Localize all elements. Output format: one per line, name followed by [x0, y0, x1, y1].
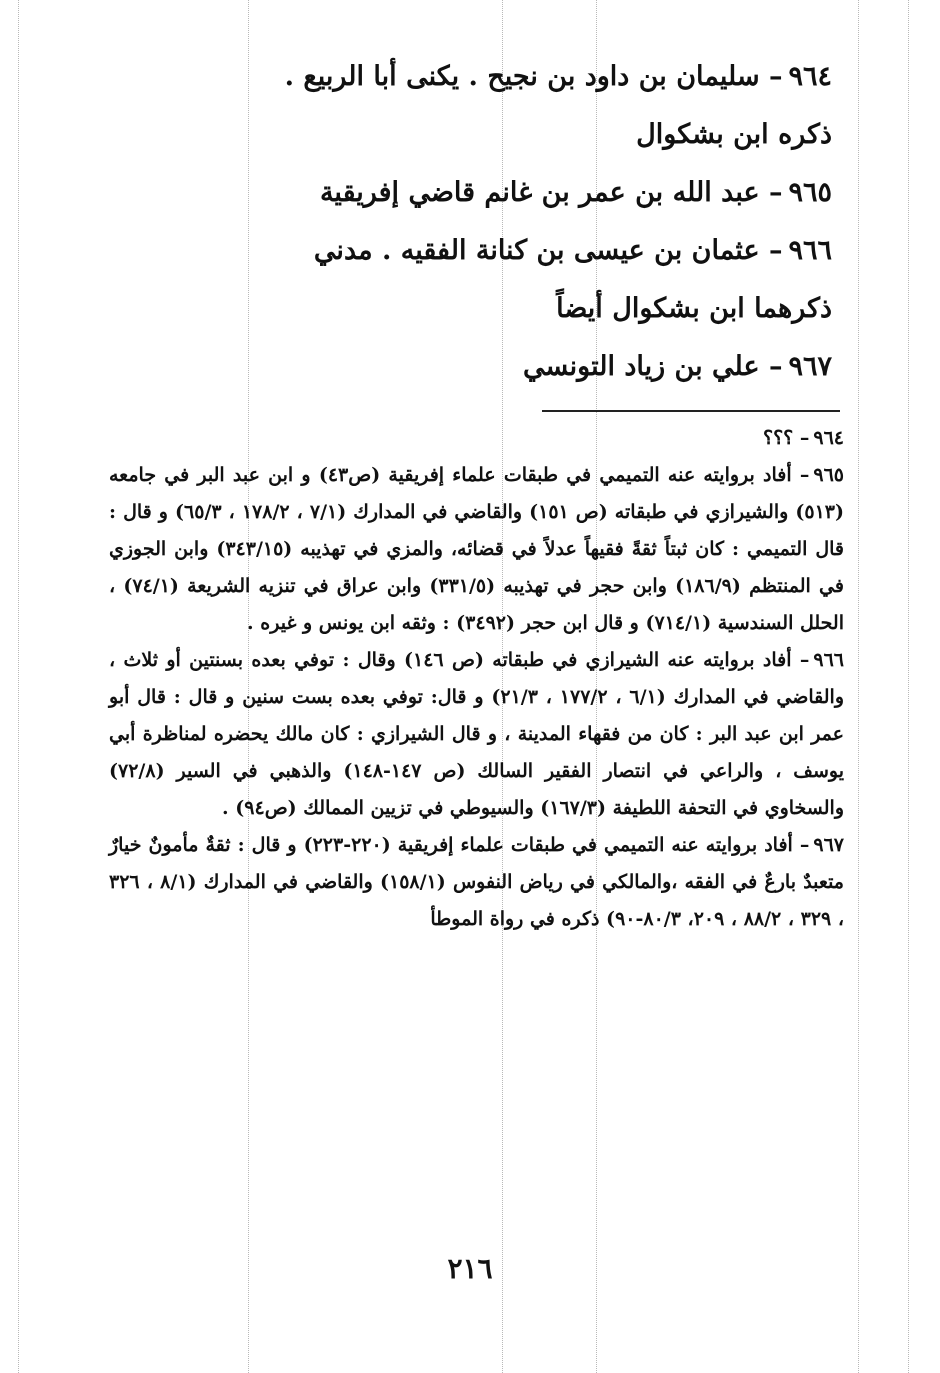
footnote-964 [109, 420, 844, 457]
scan-line [858, 0, 859, 1373]
entry-number: ٩٦٧ [788, 351, 832, 382]
footnote-965 [109, 457, 844, 642]
entry-965 [232, 164, 832, 222]
footnote-dash: – [791, 464, 810, 486]
entry-dash: – [759, 351, 783, 382]
entry-966-source [232, 280, 832, 338]
footnote-number: ٩٦٧ [813, 834, 845, 856]
footnotes [109, 420, 844, 938]
footnote-967 [109, 827, 844, 938]
footnote-text: ؟؟؟ [762, 427, 794, 449]
entry-dash: – [759, 177, 783, 208]
entry-964 [232, 48, 832, 106]
footnote-number: ٩٦٥ [813, 464, 844, 486]
entry-text: علي بن زياد التونسي [523, 351, 760, 382]
entry-number: ٩٦٦ [788, 235, 832, 266]
footnote-text: أفاد بروايته عنه التميمي في طبقات علماء إفريقية (ص٤٣) و ابن عبد البر في جامعه (٥١٣) والشيرازي في طبقاته (ص ١٥١) والقاضي في المدارك (٧/١ ، ١٧٨/٢ ، ٦٥/٣) و قال : قال التميمي : كان ثبتاً ثقةً فقيهاً عدلاً في قضائه، والمزي في تهذيبه (٣٤٣/١٥) وابن الجوزي في المنتظم (١٨٦/٩) وابن حجر في تهذيبه (٣٣١/٥) وابن عراق في تنزيه الشريعة (٧٤/١) ، الحلل السندسية (٧١٤/١) و قال ابن حجر (٣٤٩٢) : وثقه ابن يونس و غيره . [109, 464, 844, 634]
entry-text: سليمان بن داود بن نجيح . يكنى أبا الربيع . [284, 61, 760, 92]
entry-text: ذكره ابن بشكوال [636, 119, 832, 150]
footnote-number: ٩٦٤ [813, 427, 844, 449]
entry-dash: – [759, 235, 783, 266]
footnote-dash: – [791, 649, 810, 671]
footnote-text: أفاد بروايته عنه التميمي في طبقات علماء إفريقية (٢٢٠-٢٢٣) و قال : ثقةٌ مأمونٌ خيارٌ متعبدٌ بارعٌ في الفقه ،والمالكي في رياض النفوس (١٥٨/١) والقاضي في المدارك (٨/١ ، ٣٢٦ ، ٣٢٩ ، ٨٨/٢ ، ٢٠٩، ٨٠/٣-٩٠) ذكره في رواة الموطأ [109, 834, 844, 930]
footnote-divider [542, 410, 840, 412]
entry-text: ذكرهما ابن بشكوال أيضاً [556, 293, 832, 324]
entry-text: عبد الله بن عمر بن غانم قاضي إفريقية [319, 177, 760, 208]
entries-list [232, 48, 832, 396]
scan-line [908, 0, 909, 1373]
entry-dash: – [759, 61, 783, 92]
entry-text: عثمان بن عيسى بن كنانة الفقيه . مدني [313, 235, 760, 266]
page-number: ٢١٦ [447, 1252, 493, 1285]
entry-number: ٩٦٤ [788, 61, 832, 92]
entry-967 [232, 338, 832, 396]
footnote-text: أفاد بروايته عنه الشيرازي في طبقاته (ص ١٤٦) وقال : توفي بعده بسنتين أو ثلاث ، والقاضي في المدارك (٦/١ ، ١٧٧/٢ ، ٢١/٣) و قال: توفي بعده بست سنين و قال : قال أبو عمر ابن عبد البر : كان من فقهاء المدينة ، و قال الشيرازي : كان مالك يحضره لمناظرة أبي يوسف ، والراعي في انتصار الفقير السالك (ص ١٤٧-١٤٨) والذهبي في السير (٧٢/٨) والسخاوي في التحفة اللطيفة (١٦٧/٣) والسيوطي في تزيين الممالك (ص٩٤) . [109, 649, 844, 819]
entry-number: ٩٦٥ [788, 177, 832, 208]
footnote-number: ٩٦٦ [813, 649, 844, 671]
entry-966 [232, 222, 832, 280]
footnote-966 [109, 642, 844, 827]
footnote-dash: – [792, 834, 810, 856]
entry-964-source [232, 106, 832, 164]
scan-line [18, 0, 19, 1373]
footnote-dash: – [793, 427, 810, 449]
